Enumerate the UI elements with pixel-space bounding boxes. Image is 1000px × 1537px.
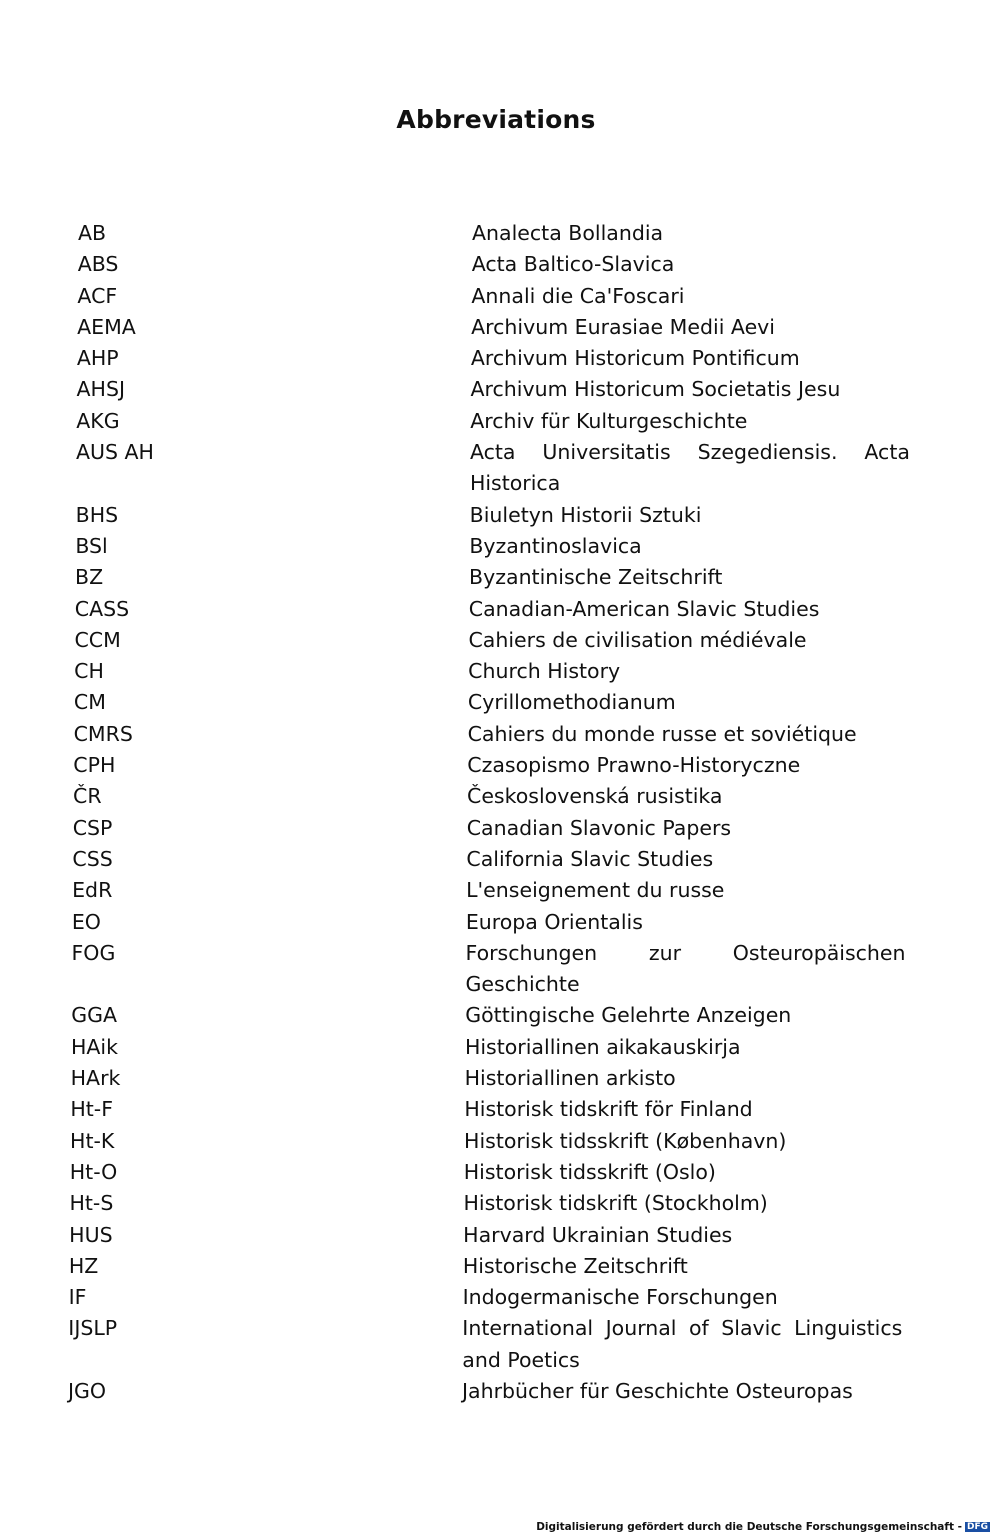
abbreviation-title: Archivum Historicum Societatis Jesu [470, 377, 841, 402]
abbreviation-entry [0, 594, 1000, 625]
abbreviation-title: Canadian Slavonic Papers [466, 815, 732, 840]
abbreviation-title: Historisk tidsskrift (København) [464, 1128, 787, 1153]
abbreviation-code: BSl [75, 533, 108, 558]
abbreviation-entry [0, 406, 1000, 437]
abbreviation-title: Cyrillomethodianum [467, 690, 676, 715]
abbreviation-code: IJSLP [68, 1316, 118, 1341]
abbreviation-code: AUS AH [75, 440, 154, 465]
abbreviation-entry [0, 781, 1000, 812]
abbreviation-code: JGO [68, 1378, 107, 1403]
abbreviation-entry [0, 1251, 1000, 1282]
abbreviation-code: AHP [76, 346, 119, 371]
abbreviation-entry [0, 531, 1000, 562]
abbreviation-entry [0, 1157, 1000, 1188]
abbreviation-title: Archivum Eurasiae Medii Aevi [471, 314, 776, 339]
abbreviation-code: HZ [68, 1253, 99, 1278]
abbreviation-title: Historisk tidskrift för Finland [464, 1097, 753, 1122]
abbreviation-entry [0, 437, 1000, 500]
abbreviation-title: Indogermanische Forschungen [462, 1285, 778, 1310]
abbreviation-title: Acta Baltico-Slavica [471, 252, 675, 277]
abbreviation-entry [0, 1032, 1000, 1063]
abbreviation-entry [0, 500, 1000, 531]
abbreviation-entry [0, 687, 1000, 718]
abbreviation-code: FOG [71, 940, 116, 965]
abbreviation-code: ČR [73, 784, 102, 809]
abbreviation-title: Annali die Ca'Foscari [471, 283, 685, 308]
abbreviation-code: EO [71, 909, 101, 934]
abbreviation-code: AB [78, 221, 107, 245]
abbreviation-entry [0, 1063, 1000, 1094]
abbreviation-title: Biuletyn Historii Sztuki [469, 502, 702, 527]
abbreviation-code: Ht-O [69, 1159, 118, 1184]
abbreviation-code: BHS [75, 502, 119, 527]
abbreviation-code: IF [68, 1285, 87, 1310]
abbreviation-code: Ht-S [69, 1191, 114, 1216]
abbreviation-entry [0, 750, 1000, 781]
abbreviation-title: Czasopismo Prawno-Historyczne [467, 753, 801, 778]
abbreviation-code: EdR [72, 878, 113, 903]
abbreviation-title: Československá rusistika [467, 784, 723, 809]
footer-text: Digitalisierung gefördert durch die Deutsche Forschungsgemeinschaft - [536, 1521, 962, 1533]
abbreviation-list [0, 218, 1000, 1407]
abbreviation-title: Acta Universitatis Szegediensis. Acta Historica [469, 440, 910, 496]
abbreviation-entry [0, 249, 1000, 280]
abbreviation-code: HAik [70, 1034, 118, 1059]
abbreviation-code: AHSJ [76, 377, 126, 402]
abbreviation-entry [0, 374, 1000, 405]
abbreviation-title: Canadian-American Slavic Studies [468, 596, 820, 621]
abbreviation-title: Cahiers de civilisation médiévale [468, 627, 807, 652]
abbreviation-code: ABS [77, 252, 119, 277]
abbreviation-title: Historiallinen aikakauskirja [464, 1034, 741, 1059]
abbreviation-code: CSP [72, 815, 113, 840]
abbreviation-title: L'enseignement du russe [466, 878, 725, 903]
abbreviation-code: ACF [77, 283, 118, 308]
abbreviation-entry [0, 625, 1000, 656]
abbreviation-title: Historische Zeitschrift [462, 1253, 688, 1278]
abbreviation-entry [0, 1094, 1000, 1125]
abbreviation-title: International Journal of Slavic Linguistics and Poetics [462, 1316, 903, 1372]
abbreviation-title: California Slavic Studies [466, 846, 714, 871]
abbreviation-title: Church History [468, 659, 621, 684]
abbreviation-code: CMRS [73, 721, 133, 746]
abbreviation-code: HArk [70, 1066, 121, 1091]
abbreviation-entry [0, 875, 1000, 906]
abbreviation-entry [0, 1313, 1000, 1376]
abbreviation-title: Harvard Ukrainian Studies [463, 1222, 733, 1247]
abbreviation-title: Cahiers du monde russe et soviétique [467, 721, 857, 746]
abbreviation-entry [0, 343, 1000, 374]
abbreviation-code: CCM [74, 627, 121, 652]
abbreviation-title: Forschungen zur Osteuropäischen Geschichte [465, 940, 906, 997]
abbreviation-entry [0, 1000, 1000, 1031]
abbreviation-code: AEMA [77, 314, 136, 339]
abbreviation-entry [0, 719, 1000, 750]
abbreviation-code: Ht-K [70, 1128, 115, 1153]
abbreviation-code: CH [74, 659, 104, 684]
abbreviation-title: Europa Orientalis [465, 909, 643, 934]
abbreviation-entry [0, 938, 1000, 1001]
abbreviation-entry [0, 844, 1000, 875]
abbreviation-title: Byzantinische Zeitschrift [469, 565, 723, 590]
abbreviation-entry [0, 1126, 1000, 1157]
abbreviation-entry [0, 1282, 1000, 1313]
abbreviation-entry [0, 562, 1000, 593]
abbreviation-title: Göttingische Gelehrte Anzeigen [465, 1003, 792, 1028]
abbreviation-title: Archivum Historicum Pontificum [470, 346, 800, 371]
abbreviation-title: Archiv für Kulturgeschichte [470, 408, 748, 433]
dfg-logo: DFG [966, 1522, 988, 1532]
abbreviation-code: GGA [71, 1003, 118, 1028]
abbreviation-title: Historisk tidsskrift (Oslo) [463, 1159, 716, 1184]
abbreviation-entry [0, 1188, 1000, 1219]
abbreviation-title: Analecta Bollandia [472, 221, 664, 245]
abbreviation-entry [0, 312, 1000, 343]
abbreviation-entry [0, 281, 1000, 312]
abbreviation-code: CASS [74, 596, 130, 621]
abbreviation-entry [0, 907, 1000, 938]
abbreviation-code: CSS [72, 846, 113, 871]
abbreviation-title: Historiallinen arkisto [464, 1066, 676, 1091]
abbreviation-entry [0, 1220, 1000, 1251]
abbreviation-code: Ht-F [70, 1097, 113, 1122]
abbreviation-title: Byzantinoslavica [469, 533, 642, 558]
abbreviation-code: CPH [73, 753, 116, 778]
abbreviation-title: Historisk tidskrift (Stockholm) [463, 1191, 768, 1216]
abbreviation-code: BZ [75, 565, 104, 590]
abbreviation-code: AKG [76, 408, 120, 433]
abbreviation-entry [0, 1376, 1000, 1407]
digitization-footer [536, 1521, 990, 1533]
abbreviation-code: CM [73, 690, 106, 715]
abbreviation-entry [0, 656, 1000, 687]
page-title: Abbreviations [396, 104, 596, 134]
abbreviation-entry [0, 218, 1000, 249]
abbreviation-code: HUS [69, 1222, 113, 1247]
abbreviation-entry [0, 813, 1000, 844]
abbreviation-title: Jahrbücher für Geschichte Osteuropas [462, 1378, 853, 1403]
